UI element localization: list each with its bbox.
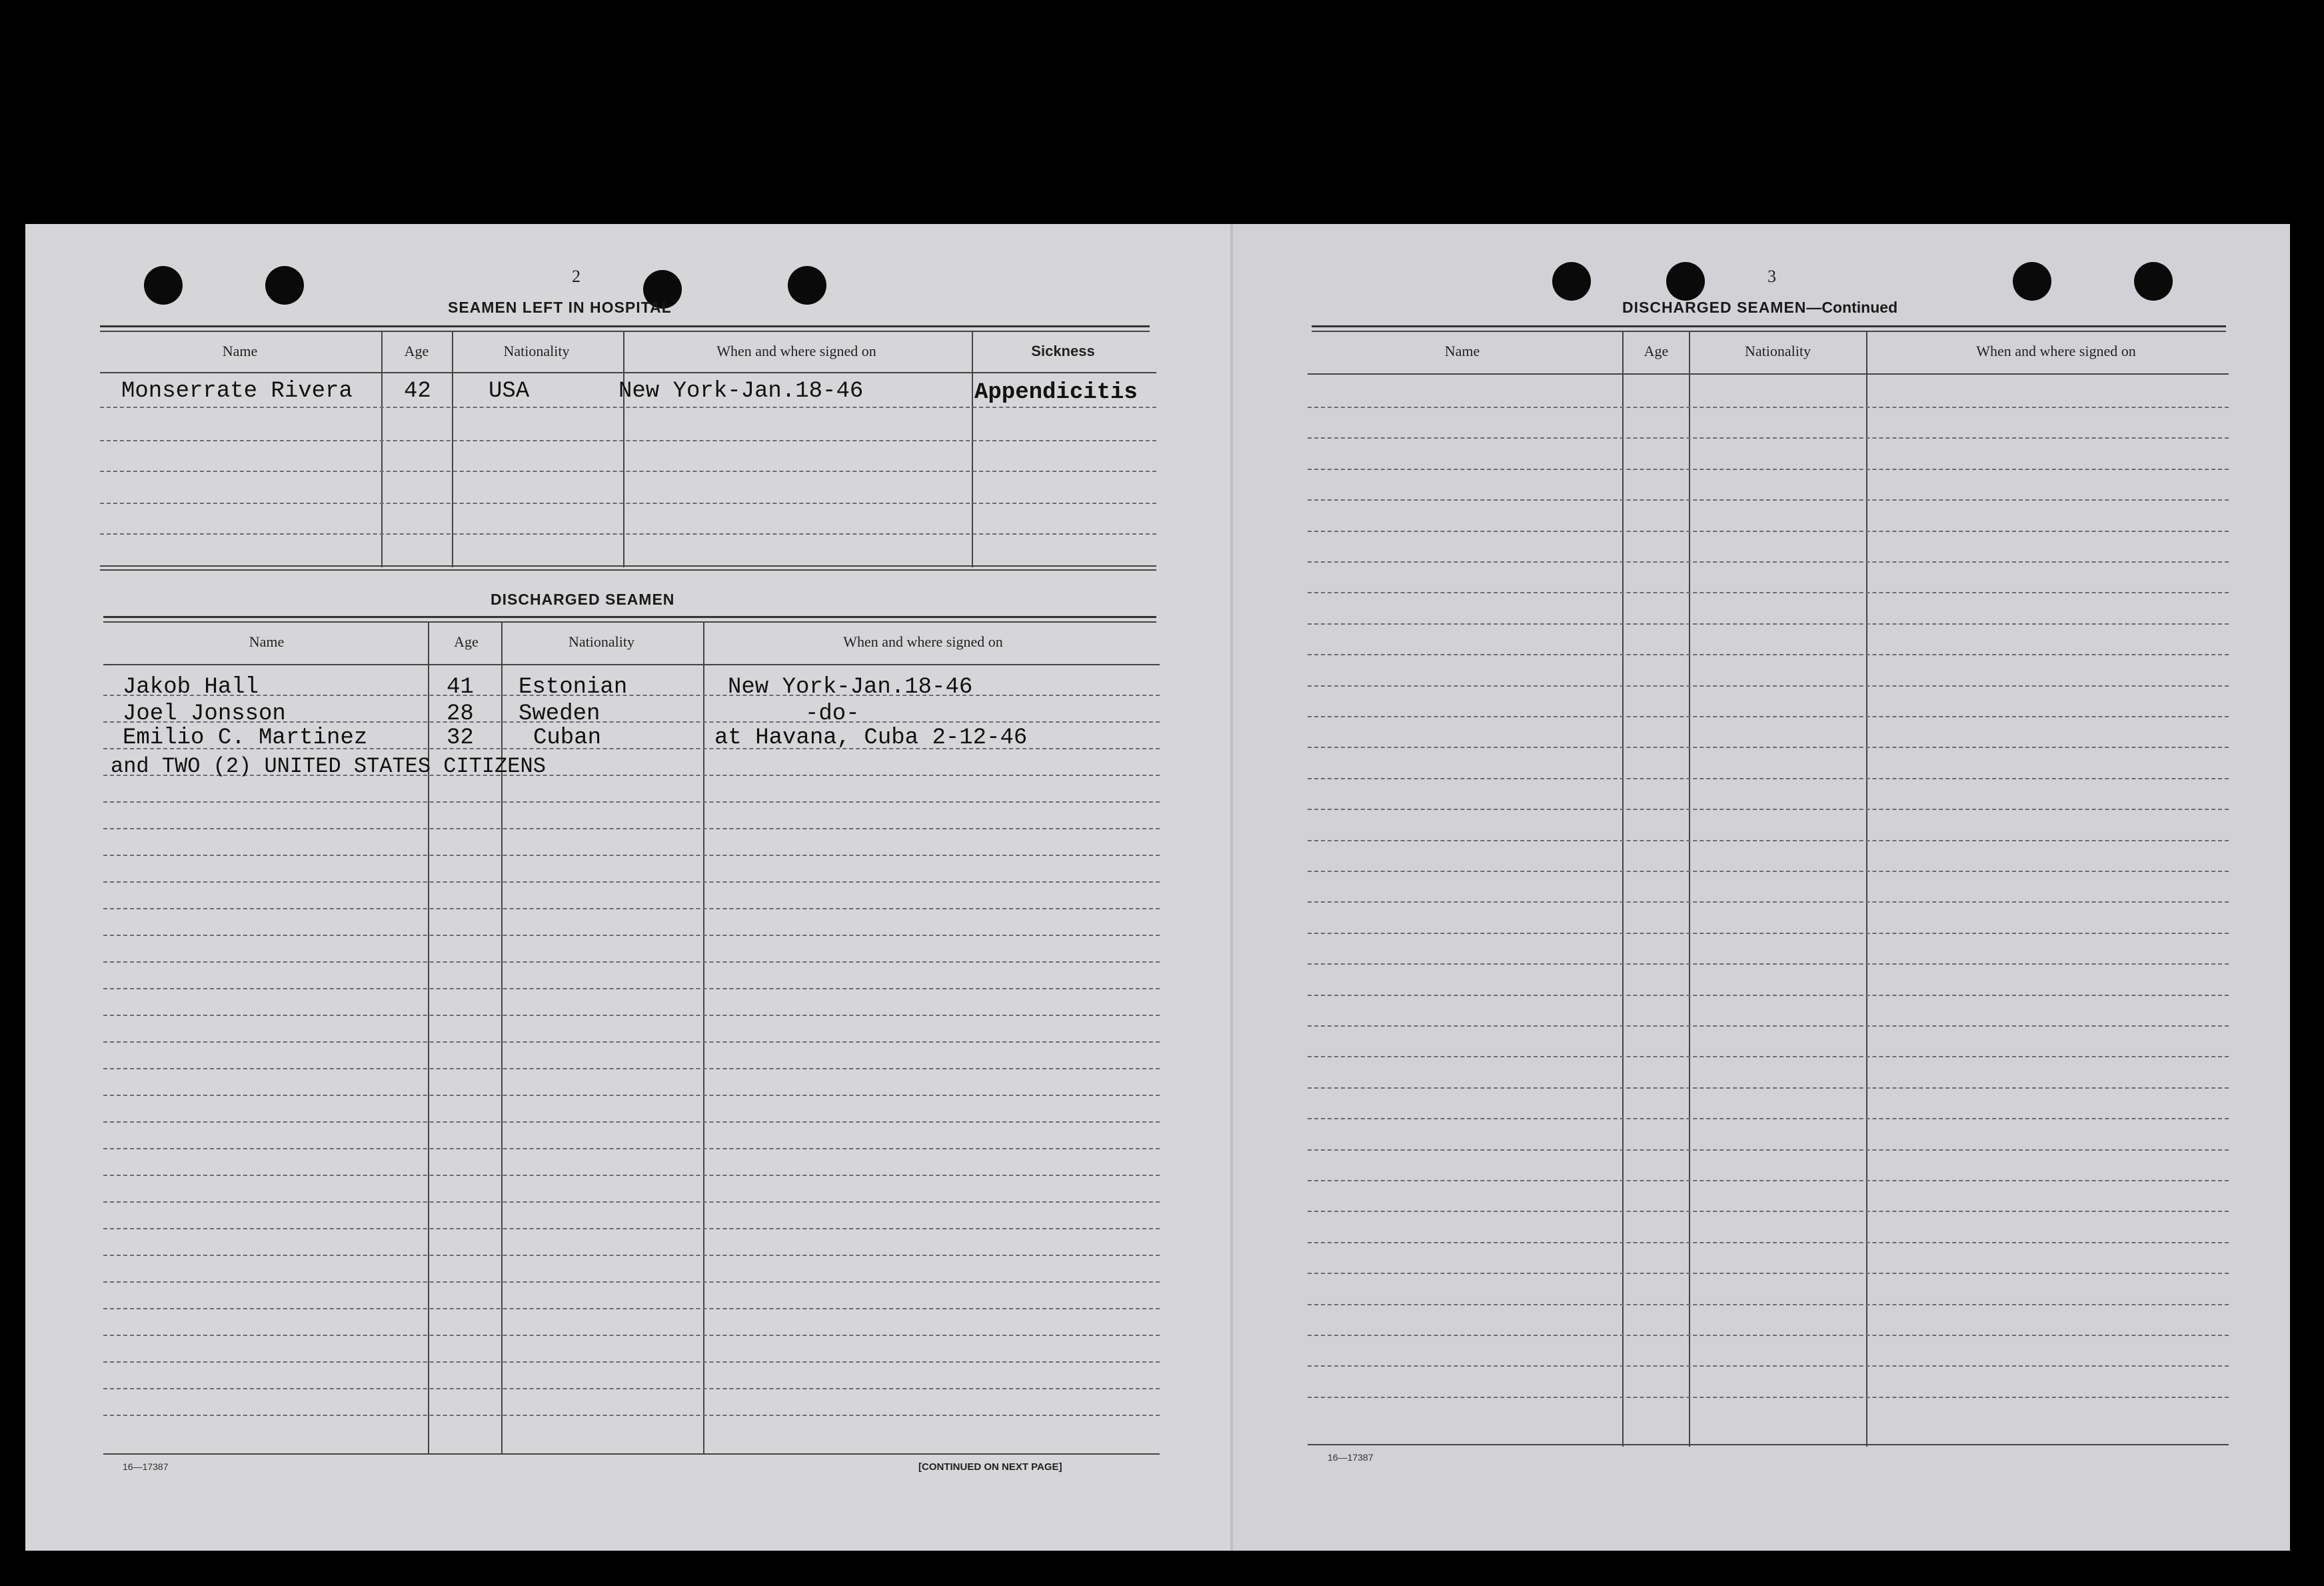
row-rule [1308,1365,2229,1367]
col-header-nationality: Nationality [503,343,570,359]
col-header-signed-on: When and where signed on [1976,343,2136,359]
col-header-name: Name [1444,343,1480,359]
column-divider [703,621,704,1455]
row-rule [103,1335,1160,1336]
discharged-row-nationality: Sweden [519,701,600,727]
row-rule [103,1255,1160,1256]
row-rule [1308,1335,2229,1336]
punch-hole [144,266,183,305]
table-border [1308,1444,2229,1445]
section-title-suffix: —Continued [1806,299,1898,316]
column-divider [972,331,973,567]
discharged-row-name: Joel Jonsson [123,701,286,727]
hospital-section-title: SEAMEN LEFT IN HOSPITAL [448,299,672,316]
row-rule [1308,809,2229,810]
form-number: 16—17387 [123,1461,169,1472]
row-rule [1308,995,2229,996]
row-rule [103,1308,1160,1309]
row-rule [1308,747,2229,748]
row-rule [1308,407,2229,408]
table-border [100,569,1156,571]
row-rule [1308,1273,2229,1274]
row-rule [1308,1025,2229,1027]
row-rule [103,1121,1160,1123]
row-rule [103,1095,1160,1096]
row-rule [1308,1087,2229,1089]
table-border [103,1453,1160,1455]
row-rule [1308,531,2229,532]
row-rule [1308,1397,2229,1398]
row-rule [103,1015,1160,1016]
punch-hole [2013,262,2051,301]
row-rule [1308,437,2229,439]
row-rule [103,1148,1160,1149]
col-header-nationality: Nationality [569,633,634,650]
row-rule [100,503,1156,504]
row-rule [103,855,1160,856]
row-rule [1308,623,2229,625]
row-rule [1308,499,2229,501]
table-header-rule [103,664,1160,665]
col-header-signed-on: When and where signed on [716,343,876,359]
punch-hole [788,266,826,305]
column-divider [1622,331,1624,1447]
table-border [100,325,1150,327]
row-rule [1308,1304,2229,1305]
column-divider [381,331,383,567]
continued-note: [CONTINUED ON NEXT PAGE] [918,1461,1062,1473]
row-rule [103,935,1160,936]
row-rule [1308,469,2229,470]
form-number: 16—17387 [1328,1452,1374,1463]
table-border [103,621,1156,623]
column-divider [623,331,624,567]
row-rule [1308,1242,2229,1243]
table-border [100,565,1156,567]
column-divider [1866,331,1867,1447]
row-rule [100,471,1156,472]
discharged-row-name: Jakob Hall [123,675,259,700]
row-rule [103,988,1160,989]
discharged-row-signed-on: at Havana, Cuba 2-12-46 [714,725,1028,751]
col-header-name: Name [249,633,285,650]
discharged-row-nationality: Estonian [519,675,628,700]
table-header-rule [100,372,1156,373]
col-header-age: Age [454,633,479,650]
col-header-sickness: Sickness [1031,343,1095,359]
row-rule [103,1201,1160,1203]
hospital-row-name: Monserrate Rivera [121,379,353,404]
discharged-section-title: DISCHARGED SEAMEN [491,591,675,608]
column-divider [501,621,503,1455]
row-rule [103,695,1160,696]
table-header-rule [1308,373,2229,375]
column-divider [428,621,429,1455]
discharged-row-age: 32 [447,725,474,751]
row-rule [103,881,1160,883]
discharged-row-age: 28 [447,701,474,727]
row-rule [103,1361,1160,1363]
row-rule [1308,871,2229,872]
row-rule [100,407,1156,408]
row-rule [1308,592,2229,593]
table-border [1312,325,2226,327]
discharged-row-name: Emilio C. Martinez [123,725,368,751]
table-border [100,331,1150,332]
row-rule [1308,1180,2229,1181]
punch-hole [2134,262,2173,301]
row-rule [1308,901,2229,903]
column-divider [1689,331,1690,1447]
row-rule [1308,963,2229,965]
hospital-row-age: 42 [404,379,431,404]
row-rule [103,1281,1160,1283]
col-header-age: Age [1644,343,1669,359]
row-rule [103,1068,1160,1069]
row-rule [1308,561,2229,563]
hospital-row-sickness: Appendicitis [974,380,1138,405]
col-header-name: Name [222,343,258,359]
discharged-row-signed-on: -do- [805,701,860,727]
punch-hole [265,266,304,305]
punch-hole [1666,262,1705,301]
table-border [1312,331,2226,332]
row-rule [100,533,1156,535]
page-number: 3 [1767,267,1776,286]
hospital-row-signed-on: New York-Jan.18-46 [618,379,864,404]
row-rule [1308,778,2229,779]
row-rule [1308,1211,2229,1212]
row-rule [1308,1056,2229,1057]
discharged-continued-title [1622,299,1897,317]
column-divider [452,331,453,567]
row-rule [1308,1149,2229,1151]
row-rule [103,1175,1160,1176]
left-page [25,224,1232,1551]
row-rule [100,440,1156,441]
row-rule [103,961,1160,963]
section-title-text: DISCHARGED SEAMEN [1622,299,1807,316]
row-rule [103,1388,1160,1389]
row-rule [103,801,1160,803]
col-header-age: Age [404,343,429,359]
table-border [103,616,1156,618]
row-rule [103,908,1160,909]
hospital-row-nationality: USA [489,379,530,404]
row-rule [1308,1118,2229,1119]
row-rule [103,828,1160,829]
page-number: 2 [572,267,581,286]
row-rule [1308,933,2229,934]
col-header-signed-on: When and where signed on [843,633,1003,650]
row-rule [1308,840,2229,841]
discharged-row-age: 41 [447,675,474,700]
row-rule [103,1041,1160,1043]
discharged-row-nationality: Cuban [533,725,602,751]
row-rule [103,1228,1160,1229]
row-rule [103,1415,1160,1416]
row-rule [1308,716,2229,717]
col-header-nationality: Nationality [1745,343,1811,359]
right-page [1232,224,2290,1551]
row-rule [1308,654,2229,655]
discharged-note: and TWO (2) UNITED STATES CITIZENS [111,754,546,779]
page-fold [1230,224,1233,1551]
discharged-row-signed-on: New York-Jan.18-46 [728,675,973,700]
punch-hole [1552,262,1591,301]
row-rule [1308,685,2229,687]
